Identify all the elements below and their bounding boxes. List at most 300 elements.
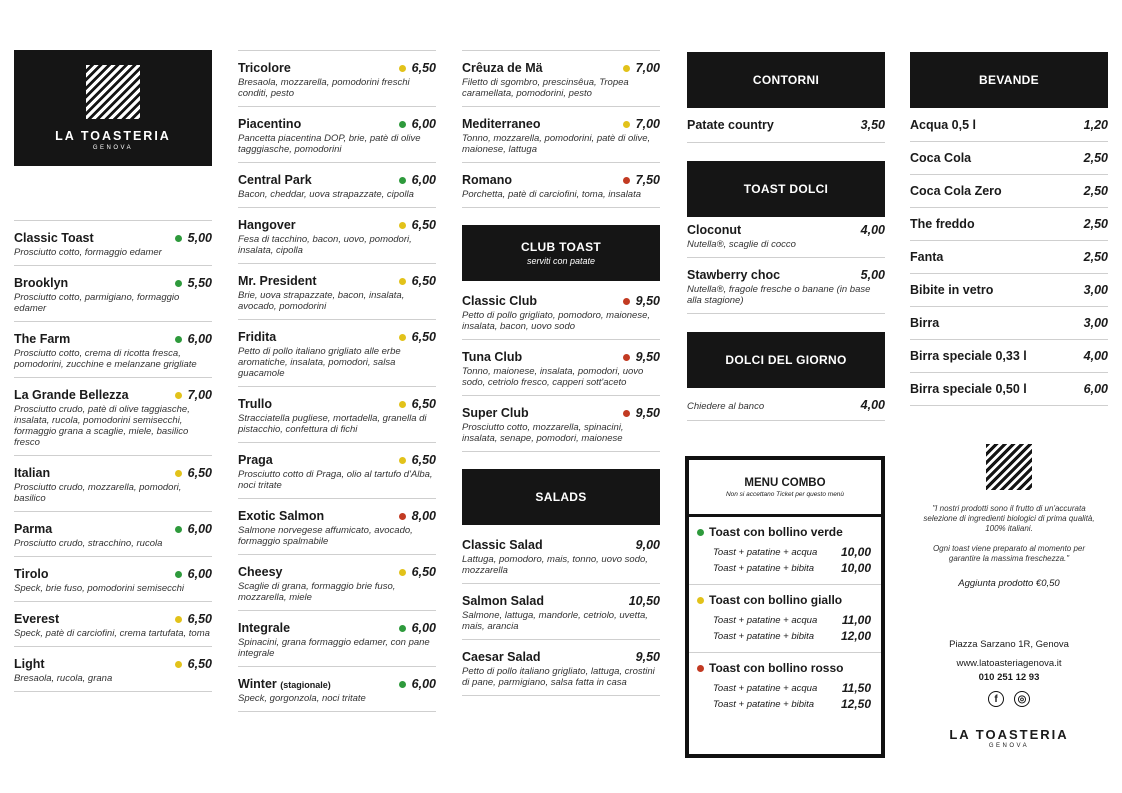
item-desc: Tonno, mozzarella, pomodorini, patè di olive, maionese, lattuga (462, 133, 651, 155)
item-row (238, 274, 436, 288)
column-1 (14, 50, 212, 692)
item-right (399, 61, 436, 75)
menu-item (462, 50, 660, 106)
item-row (687, 223, 885, 237)
item-row (462, 173, 660, 187)
bollino-green-icon (399, 681, 406, 688)
bollino-yellow-icon (623, 121, 630, 128)
item-row (238, 677, 436, 691)
drink-item (910, 207, 1108, 240)
bollino-green-icon (175, 336, 182, 343)
item-name-text: Classic Club (462, 294, 538, 308)
dolci-title: TOAST DOLCI (743, 182, 829, 196)
item-desc: Salmone, lattuga, mandorle, cetriolo, uvetta, mais, arancia (462, 610, 648, 632)
item-row (462, 61, 660, 75)
item-right (175, 388, 212, 402)
item-right (399, 397, 436, 411)
menu-item (14, 265, 212, 321)
address: Piazza Sarzano 1R, Genova (949, 639, 1069, 650)
menu-item (14, 556, 212, 601)
item-desc: Prosciutto cotto, mozzarella, spinacini, insalata, senape, pomodori, maionese (462, 422, 624, 444)
item-right (399, 453, 436, 467)
combo-line-price: 10,00 (840, 545, 871, 559)
item-price: 6,50 (411, 397, 436, 411)
item-name-text: Central Park (238, 173, 312, 187)
item-name-text: Trullo (238, 397, 273, 411)
item-desc: Prosciutto cotto di Praga, olio al tartufo d'Alba, noci tritate (238, 469, 433, 491)
item-desc: Salmone norvegese affumicato, avocado, formaggio spalmabile (238, 525, 413, 547)
item-right (636, 538, 660, 552)
item-row (238, 397, 436, 411)
item-name (238, 218, 296, 232)
drink-item (910, 240, 1108, 273)
menu-item (462, 162, 660, 208)
footer-brand-name: LA TOASTERIA (949, 727, 1069, 742)
item-name (462, 650, 541, 664)
combo-line-price: 12,50 (840, 697, 871, 711)
item-name (14, 388, 129, 402)
item-row (14, 276, 212, 290)
combo-line (697, 545, 871, 559)
bollino-red-icon (623, 298, 630, 305)
item-desc: Bresaola, mozzarella, pomodorini freschi conditi, pesto (238, 77, 410, 99)
item-desc: Pancetta piacentina DOP, brie, patè di olive tagggiasche, pomodorini (238, 133, 421, 155)
combo-list (689, 517, 881, 720)
item-name (238, 453, 273, 467)
item-name-text: Salmon Salad (462, 594, 544, 608)
item-price: 6,50 (411, 274, 436, 288)
bollino-yellow-icon (399, 457, 406, 464)
contorni-header (687, 52, 885, 108)
item-desc: Prosciutto crudo, stracchino, rucola (14, 538, 163, 549)
menu-item (14, 321, 212, 377)
item-name-text: Tricolore (238, 61, 291, 75)
item-right (175, 612, 212, 626)
item-name (238, 621, 290, 635)
combo-group (689, 517, 881, 584)
instagram-icon[interactable]: ◎ (1014, 691, 1030, 707)
bollino-green-icon (175, 526, 182, 533)
item-name-text: Stawberry choc (687, 268, 781, 282)
drink-price: 3,00 (1083, 316, 1108, 330)
toast-list-2 (238, 50, 436, 712)
dolci-list (687, 213, 885, 314)
item-name (14, 657, 45, 671)
item-name-text: The Farm (14, 332, 71, 346)
bollino-green-icon (697, 529, 704, 536)
item-right (399, 621, 436, 635)
item-name-text: Parma (14, 522, 53, 536)
item-row (462, 594, 660, 608)
item-price: 6,00 (187, 522, 212, 536)
drink-price: 2,50 (1083, 151, 1108, 165)
combo-line-label: Toast + patatine + bibita (713, 562, 815, 574)
combo-group-name (697, 525, 871, 539)
item-name-text: Crêuza de Mä (462, 61, 543, 75)
item-name-text: Italian (14, 466, 51, 480)
footer-brand-sub: GENOVA (988, 743, 1030, 749)
item-name-text: Brooklyn (14, 276, 69, 290)
item-price: 6,50 (187, 466, 212, 480)
item-name (462, 117, 541, 131)
menu-item (687, 388, 885, 421)
item-right (623, 117, 660, 131)
item-name (238, 173, 312, 187)
item-right (175, 276, 212, 290)
drink-item (910, 273, 1108, 306)
item-name (687, 268, 780, 282)
item-name-text: Cheesy (238, 565, 283, 579)
item-name (14, 612, 59, 626)
item-name-text: Cloconut (687, 223, 742, 237)
logo-box (14, 50, 212, 166)
bevande-header (910, 52, 1108, 108)
menu-item (238, 263, 436, 319)
toast-list-3 (462, 50, 660, 208)
logo-stripes-icon (86, 65, 140, 119)
item-price: 9,50 (635, 650, 660, 664)
combo-line-label: Toast + patatine + bibita (713, 698, 815, 710)
item-name-text: Integrale (238, 621, 291, 635)
dolci-header (687, 161, 885, 217)
menu-item (462, 528, 660, 583)
drink-item (910, 306, 1108, 339)
item-price: 6,50 (411, 565, 436, 579)
bollino-green-icon (175, 280, 182, 287)
bollino-green-icon (399, 177, 406, 184)
item-right (399, 218, 436, 232)
menu-item (687, 213, 885, 257)
item-name-text: La Grande Bellezza (14, 388, 129, 402)
item-right (175, 231, 212, 245)
item-price: 4,00 (860, 223, 885, 237)
menu-item (238, 50, 436, 106)
drink-item (910, 109, 1108, 141)
item-desc: Prosciutto crudo, patè di olive taggiasche, insalata, rucola, pomodorini semisecchi, formaggio grana a scaglie, miele, basilico fresco (14, 404, 190, 448)
item-name-text: Winter (238, 677, 277, 691)
drink-price: 2,50 (1083, 250, 1108, 264)
item-name-text: Caesar Salad (462, 650, 541, 664)
item-row (238, 61, 436, 75)
menu-item (14, 601, 212, 646)
bevande-list (910, 109, 1108, 406)
item-desc: Prosciutto cotto, formaggio edamer (14, 247, 162, 258)
menu-item (14, 377, 212, 455)
item-price: 6,50 (411, 453, 436, 467)
item-name (462, 61, 543, 75)
giorno-title: DOLCI DEL GIORNO (725, 353, 847, 367)
item-name (14, 276, 68, 290)
drink-item (910, 141, 1108, 174)
item-desc: Brie, uova strapazzate, bacon, insalata, avocado, pomodorini (238, 290, 405, 312)
combo-header (689, 460, 881, 517)
item-right (623, 350, 660, 364)
item-price: 9,50 (635, 406, 660, 420)
logo-stripes-icon (986, 444, 1032, 490)
item-price: 6,00 (411, 173, 436, 187)
item-desc: Spinacini, grana formaggio edamer, con pane integrale (238, 637, 430, 659)
combo-line-label: Toast + patatine + acqua (713, 682, 818, 694)
menu-item (238, 610, 436, 666)
menu-item (462, 395, 660, 452)
item-desc: Stracciatella pugliese, mortadella, granella di pistacchio, confettura di fichi (238, 413, 427, 435)
item-name (238, 677, 331, 691)
item-name (14, 332, 70, 346)
drink-name: Birra speciale 0,50 l (910, 382, 1027, 396)
item-name (462, 406, 529, 420)
item-row (462, 538, 660, 552)
drink-name: Birra (910, 316, 940, 330)
item-right (399, 677, 436, 691)
menu-item (14, 220, 212, 265)
combo-group (689, 652, 881, 720)
website-link[interactable]: www.latoasteriagenova.it (956, 658, 1062, 669)
item-row (238, 509, 436, 523)
item-name (238, 565, 282, 579)
item-name-text: Classic Salad (462, 538, 543, 552)
item-row (238, 218, 436, 232)
bollino-yellow-icon (399, 65, 406, 72)
bollino-yellow-icon (175, 661, 182, 668)
item-right (636, 650, 660, 664)
combo-line-label: Toast + patatine + acqua (713, 546, 818, 558)
item-name-text: Hangover (238, 218, 296, 232)
item-desc: Porchetta, patè di carciofini, toma, insalata (462, 189, 642, 200)
item-price: 7,50 (635, 173, 660, 187)
item-row (14, 231, 212, 245)
drink-name: Fanta (910, 250, 944, 264)
bollino-yellow-icon (399, 569, 406, 576)
giorno-header (687, 332, 885, 388)
menu-item (462, 284, 660, 339)
combo-line (697, 681, 871, 695)
bollino-red-icon (623, 354, 630, 361)
item-name-text: Tuna Club (462, 350, 523, 364)
menu-item (14, 646, 212, 692)
item-right (623, 173, 660, 187)
item-desc: Scaglie di grana, formaggio brie fuso, mozzarella, miele (238, 581, 396, 603)
bollino-green-icon (175, 235, 182, 242)
item-name-text: Classic Toast (14, 231, 94, 245)
item-row (14, 657, 212, 671)
club-title: CLUB TOAST (520, 240, 602, 254)
drink-name: Coca Cola Zero (910, 184, 1002, 198)
item-right (399, 509, 436, 523)
menu-item (238, 498, 436, 554)
item-name (238, 397, 272, 411)
bollino-yellow-icon (175, 392, 182, 399)
item-price: 6,00 (411, 677, 436, 691)
item-price: 6,50 (411, 330, 436, 344)
social-links (910, 691, 1108, 707)
item-right (175, 466, 212, 480)
item-desc: Prosciutto cotto, crema di ricotta fresca, pomodorini, zucchine e melanzane grigliate (14, 348, 197, 370)
item-desc: Fesa di tacchino, bacon, uovo, pomodori, insalata, cipolla (238, 234, 412, 256)
menu-item (462, 583, 660, 639)
menu-item (687, 257, 885, 314)
menu-item (687, 108, 885, 143)
item-desc: Chiedere al banco (687, 400, 765, 412)
drink-name: The freddo (910, 217, 975, 231)
combo-line (697, 697, 871, 711)
item-right (399, 117, 436, 131)
bollino-yellow-icon (399, 401, 406, 408)
brand-name: LA TOASTERIA (55, 129, 171, 143)
item-row (14, 466, 212, 480)
combo-line (697, 629, 871, 643)
item-price: 5,00 (187, 231, 212, 245)
bollino-green-icon (399, 625, 406, 632)
item-name (238, 61, 291, 75)
combo-line-price: 12,00 (840, 629, 871, 643)
item-price: 7,00 (635, 61, 660, 75)
item-row (238, 173, 436, 187)
item-row (462, 650, 660, 664)
item-name-text: Exotic Salmon (238, 509, 325, 523)
menu-item (238, 442, 436, 498)
item-desc: Petto di pollo grigliato, pomodoro, maionese, insalata, bacon, uovo sodo (462, 310, 651, 332)
item-row (462, 406, 660, 420)
drink-price: 6,00 (1083, 382, 1108, 396)
item-desc: Speck, brie fuso, pomodorini semisecchi (14, 583, 185, 594)
item-name (238, 509, 324, 523)
menu-item (14, 511, 212, 556)
item-price: 4,00 (860, 398, 885, 412)
item-desc: Prosciutto cotto, parmigiano, formaggio edamer (14, 292, 180, 314)
drink-name: Acqua 0,5 l (910, 118, 976, 132)
item-price: 6,00 (411, 621, 436, 635)
bollino-yellow-icon (399, 222, 406, 229)
item-price: 6,50 (187, 657, 212, 671)
item-price: 10,50 (628, 594, 660, 608)
bollino-yellow-icon (175, 616, 182, 623)
column-2 (238, 50, 436, 712)
combo-note: Non si accettano Ticket per questo menù (725, 490, 845, 498)
item-desc: Filetto di sgombro, prescinsêua, Tropea caramellata, pomodorini, pesto (462, 77, 629, 99)
item-right (175, 332, 212, 346)
item-desc: Nutella®, fragole fresche o banane (in base alla stagione) (687, 284, 871, 306)
item-name-text: Mediterraneo (462, 117, 541, 131)
item-price: 6,50 (187, 612, 212, 626)
item-row (238, 330, 436, 344)
bollino-red-icon (623, 177, 630, 184)
menu-item (238, 162, 436, 207)
combo-group-label: Toast con bollino verde (709, 525, 843, 539)
item-row (462, 294, 660, 308)
item-name (462, 538, 543, 552)
item-right (861, 268, 885, 282)
bollino-yellow-icon (399, 278, 406, 285)
item-right (175, 522, 212, 536)
bollino-yellow-icon (623, 65, 630, 72)
item-name-text: Romano (462, 173, 512, 187)
facebook-icon[interactable]: f (988, 691, 1004, 707)
column-5 (910, 50, 1108, 749)
club-subtitle: serviti con patate (526, 256, 596, 266)
combo-title: MENU COMBO (744, 476, 826, 489)
bollino-red-icon (697, 665, 704, 672)
item-price: 5,50 (187, 276, 212, 290)
combo-line-price: 11,00 (841, 613, 871, 627)
item-row (14, 388, 212, 402)
bollino-green-icon (399, 121, 406, 128)
item-price: 7,00 (187, 388, 212, 402)
combo-group-label: Toast con bollino rosso (709, 661, 844, 675)
footer-brand (910, 727, 1108, 749)
menu-item (462, 339, 660, 395)
item-name (462, 173, 512, 187)
item-desc: Bacon, cheddar, uova strapazzate, cipolla (238, 189, 414, 200)
combo-group (689, 584, 881, 652)
item-price: 6,50 (411, 61, 436, 75)
item-name (462, 350, 522, 364)
bollino-yellow-icon (399, 334, 406, 341)
item-name (14, 231, 94, 245)
item-price: 9,50 (635, 350, 660, 364)
item-right (623, 61, 660, 75)
item-desc: Tonno, maionese, insalata, pomodori, uovo sodo, cetriolo fresco, capperi sott'aceto (462, 366, 644, 388)
combo-line (697, 613, 871, 627)
item-right (399, 274, 436, 288)
item-price: 9,50 (635, 294, 660, 308)
item-name: Patate country (687, 118, 774, 132)
item-name (238, 274, 317, 288)
combo-line-label: Toast + patatine + acqua (713, 614, 818, 626)
menu-item (238, 386, 436, 442)
combo-line-label: Toast + patatine + bibita (713, 630, 815, 642)
item-name-text: Praga (238, 453, 273, 467)
drink-name: Birra speciale 0,33 l (910, 349, 1027, 363)
item-right (399, 330, 436, 344)
item-row (238, 117, 436, 131)
item-right (399, 173, 436, 187)
quote-2: Ogni toast viene preparato al momento per garantire la massima freschezza." (932, 544, 1086, 563)
phone: 010 251 12 93 (978, 672, 1040, 683)
quote-1: "I nostri prodotti sono il frutto di un'accurata selezione di ingredienti biologici di prima qualità, 100% italiani. (923, 504, 1095, 533)
item-name-text: Tirolo (14, 567, 49, 581)
menu-combo-box (685, 456, 885, 758)
drink-price: 2,50 (1083, 217, 1108, 231)
item-right (629, 594, 660, 608)
item-price: 6,00 (187, 332, 212, 346)
menu-item (462, 106, 660, 162)
item-right (861, 223, 885, 237)
item-name (687, 223, 741, 237)
info-logo (910, 444, 1108, 490)
drink-price: 1,20 (1083, 118, 1108, 132)
club-list (462, 284, 660, 452)
menu-item (238, 666, 436, 712)
item-row (14, 567, 212, 581)
menu-item (238, 319, 436, 386)
item-name (14, 466, 50, 480)
item-name (238, 117, 301, 131)
bollino-red-icon (623, 410, 630, 417)
item-price: 8,00 (411, 509, 436, 523)
item-price: 3,50 (860, 118, 885, 132)
column-4 (687, 50, 885, 421)
menu-item (238, 106, 436, 162)
item-name (14, 522, 52, 536)
item-desc: Nutella®, scaglie di cocco (687, 239, 796, 250)
item-name-text: Piacentino (238, 117, 302, 131)
item-price: 7,00 (635, 117, 660, 131)
combo-line-price: 10,00 (840, 561, 871, 575)
drink-item (910, 372, 1108, 406)
toast-list-1 (14, 220, 212, 692)
item-right (623, 406, 660, 420)
item-row (14, 612, 212, 626)
